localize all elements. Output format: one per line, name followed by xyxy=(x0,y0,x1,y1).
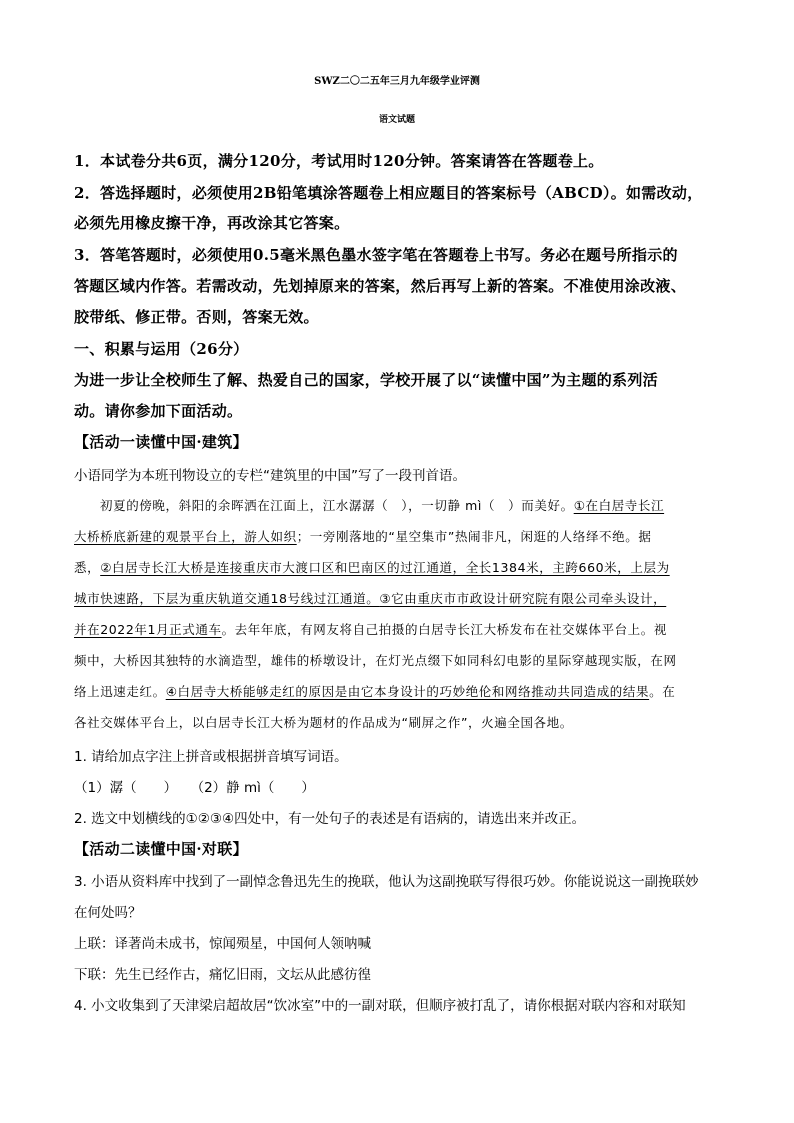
instruction-3-cont: 答题区域内作答。若需改动，先划掉原来的答案，然后再写上新的答案。不准使用涂改液、 xyxy=(74,277,687,295)
passage-line-2 xyxy=(74,527,651,545)
underlined-sentence-2-cont: 城市快速路，下层为重庆轨道交通18号线过江通道。 xyxy=(74,591,380,606)
underlined-sentence-3-cont: 并在2022年1月正式通车 xyxy=(74,622,222,637)
section-intro-cont: 动。请你参加下面活动。 xyxy=(74,402,243,420)
underlined-sentence-2: ②白居寺长江大桥是连接重庆市大渡口区和巴南区的过江通道，全长1384米，主跨660米，上层为 xyxy=(100,560,670,575)
activity-1-heading: 【活动一读懂中国·建筑】 xyxy=(74,433,248,451)
couplet-lower: 下联：先生已经作古，痛忆旧雨，文坛从此感彷徨 xyxy=(74,967,371,983)
instruction-3-end: 胶带纸、修正带。否则，答案无效。 xyxy=(74,308,319,326)
instruction-1: 1．本试卷分共6页，满分120分，考试用时120分钟。答案请答在答题卷上。 xyxy=(74,152,604,170)
question-4: 4. 小文收集到了天津梁启超故居“饮冰室”中的一副对联，但顺序被打乱了，请你根据对联内容和对联知 xyxy=(74,998,686,1014)
question-3: 3. 小语从资料库中找到了一副悼念鲁迅先生的挽联，他认为这副挽联写得很巧妙。你能说说这一副挽联妙 xyxy=(74,874,699,890)
instruction-2: 2．答选择题时，必须使用2B铅笔填涂答题卷上相应题目的答案标号（ABCD）。如需改动， xyxy=(74,184,703,202)
passage-line-3 xyxy=(74,558,670,576)
passage-text: 络上迅速走红。 xyxy=(74,684,166,699)
underlined-sentence-1-cont: 大桥桥底新建的观景平台上，游人如织 xyxy=(74,529,297,544)
question-2: 2. 选文中划横线的①②③④四处中，有一处句子的表述是有语病的，请选出来并改正。 xyxy=(74,811,586,827)
passage-text: 。在 xyxy=(649,684,676,699)
passage-text: 悉， xyxy=(74,560,101,575)
passage-line-6: 频中，大桥因其独特的水滴造型，雄伟的桥墩设计，在灯光点缀下如同科幻电影的星际穿越现实版，在网 xyxy=(74,653,677,668)
passage-line-8: 各社交媒体平台上，以白居寺长江大桥为题材的作品成为“刷屏之作”，火遍全国各地。 xyxy=(74,715,573,730)
passage-text: 初夏的傍晚，斜阳的余晖洒在江面上，江水潺潺（ ），一切静 mì（ ）而美好。 xyxy=(100,498,574,513)
section-intro: 为进一步让全校师生了解、热爱自己的国家，学校开展了以“读懂中国”为主题的系列活 xyxy=(74,371,658,389)
question-1: 1. 请给加点字注上拼音或根据拼音填写词语。 xyxy=(74,749,348,765)
couplet-upper: 上联：译著尚未成书，惊闻殒星，中国何人领呐喊 xyxy=(74,936,371,952)
underlined-sentence-1: ①在白居寺长江 xyxy=(573,498,665,513)
underlined-sentence-3: ③它由重庆市市政设计研究院有限公司牵头设计， xyxy=(379,591,667,606)
activity-2-heading: 【活动二读懂中国·对联】 xyxy=(74,840,248,858)
passage-line-7 xyxy=(74,682,675,700)
passage-line-4 xyxy=(74,589,666,607)
page-title: SWZ二〇二五年三月九年级学业评测 xyxy=(314,76,480,87)
underlined-sentence-4: ④白居寺大桥能够走红的原因是由它本身设计的巧妙绝伦和网络推动共同造成的结果 xyxy=(165,684,650,699)
question-1-options: （1）潺（ ） （2）静 mì（ ） xyxy=(74,780,315,796)
passage-line-5 xyxy=(74,620,667,638)
activity-1-lead: 小语同学为本班刊物设立的专栏“建筑里的中国”写了一段刊首语。 xyxy=(74,468,466,484)
question-3-cont: 在何处吗？ xyxy=(74,905,142,921)
passage-text: ；一旁刚落地的“星空集市”热闹非凡，闲逛的人络绎不绝。据 xyxy=(296,529,652,544)
section-heading: 一、积累与运用（26分） xyxy=(74,340,249,358)
instruction-3: 3．答笔答题时，必须使用0.5毫米黑色墨水签字笔在答题卷上书写。务必在题号所指示的 xyxy=(74,246,678,264)
page-subtitle: 语文试题 xyxy=(378,115,415,125)
passage-line-1 xyxy=(100,496,664,514)
passage-text: 。去年年底，有网友将自己拍摄的白居寺长江大桥发布在社交媒体平台上。视 xyxy=(221,622,667,637)
instruction-2-cont: 必须先用橡皮擦干净，再改涂其它答案。 xyxy=(74,214,350,232)
